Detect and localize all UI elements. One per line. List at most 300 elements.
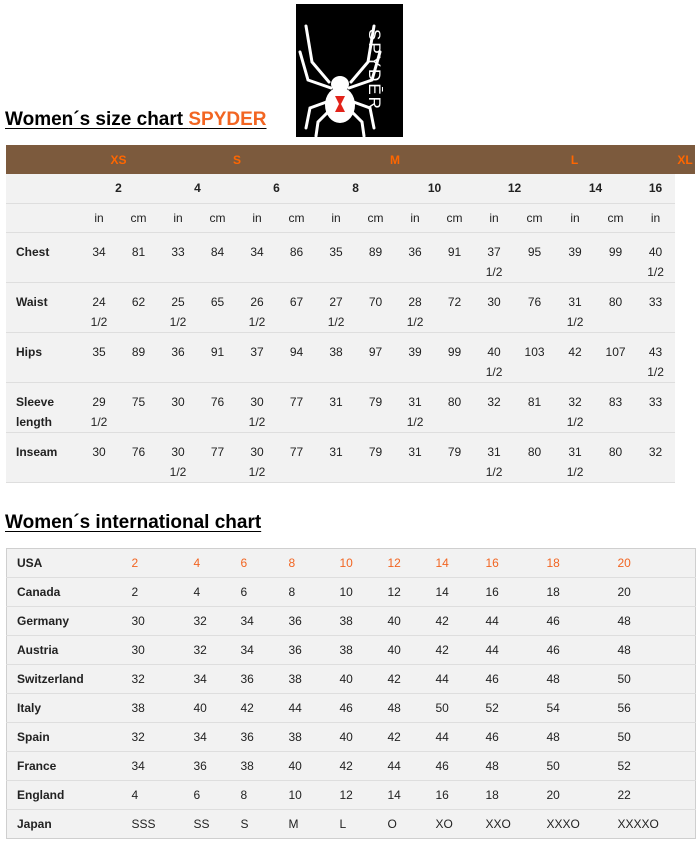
intl-country: Germany bbox=[7, 607, 132, 636]
measurement-value: 30 bbox=[92, 444, 106, 459]
intl-size-value: 42 bbox=[436, 636, 486, 665]
measurement-cell bbox=[435, 332, 474, 382]
measurement-value: 62 bbox=[131, 294, 146, 309]
measurement-cell bbox=[119, 432, 158, 482]
measurement-cell bbox=[277, 282, 316, 332]
measurement-value: 86 bbox=[289, 244, 304, 259]
measurement-cell bbox=[198, 382, 237, 432]
intl-size-value: 40 bbox=[340, 665, 388, 694]
intl-size-value: 6 bbox=[194, 781, 241, 810]
intl-size-value: 32 bbox=[132, 665, 194, 694]
measurement-value: 77 bbox=[289, 444, 304, 459]
measurement-cell bbox=[555, 232, 595, 282]
unit-label: cm bbox=[277, 203, 316, 232]
size-header-blank bbox=[6, 145, 79, 174]
measurement-cell bbox=[79, 232, 119, 282]
size-number: 16 bbox=[636, 174, 675, 203]
unit-label: cm bbox=[198, 203, 237, 232]
measurement-cell bbox=[277, 332, 316, 382]
measurement-fraction: 1/2 bbox=[406, 314, 424, 329]
intl-size-value: 10 bbox=[289, 781, 340, 810]
measurement-cell bbox=[595, 282, 636, 332]
intl-row bbox=[7, 665, 696, 694]
intl-country: Italy bbox=[7, 694, 132, 723]
measurement-fraction: 1/2 bbox=[566, 414, 584, 429]
unit-label: in bbox=[79, 203, 119, 232]
measurement-value: 99 bbox=[447, 344, 462, 359]
size-header-row bbox=[6, 145, 695, 174]
intl-size-value: 38 bbox=[241, 752, 289, 781]
measurement-value: 24 bbox=[92, 294, 106, 309]
measurement-cell bbox=[636, 382, 675, 432]
size-chart-table bbox=[6, 145, 695, 483]
measurement-cell bbox=[595, 332, 636, 382]
measurement-label: Hips bbox=[6, 332, 79, 382]
intl-size-value: 34 bbox=[194, 723, 241, 752]
measurement-fraction: 1/2 bbox=[90, 314, 108, 329]
intl-size-value: 12 bbox=[340, 781, 388, 810]
measurement-value: 31 bbox=[329, 394, 343, 409]
intl-size-value: 46 bbox=[486, 665, 547, 694]
intl-country: USA bbox=[7, 549, 132, 578]
intl-size-value: 52 bbox=[618, 752, 696, 781]
unit-label: cm bbox=[514, 203, 555, 232]
measurement-value: 79 bbox=[447, 444, 462, 459]
measurement-cell bbox=[555, 432, 595, 482]
intl-size-value: 16 bbox=[436, 781, 486, 810]
measurement-row bbox=[6, 232, 695, 282]
intl-size-value: 44 bbox=[289, 694, 340, 723]
intl-size-value: XO bbox=[436, 810, 486, 839]
intl-size-value: 40 bbox=[340, 723, 388, 752]
measurement-value: 30 bbox=[171, 394, 185, 409]
intl-size-value: 30 bbox=[132, 607, 194, 636]
measurement-cell bbox=[474, 232, 514, 282]
measurement-value: 26 bbox=[250, 294, 264, 309]
measurement-row bbox=[6, 382, 695, 432]
measurement-value: 30 bbox=[487, 294, 501, 309]
measurement-value: 79 bbox=[368, 444, 383, 459]
intl-size-value: 40 bbox=[194, 694, 241, 723]
size-label: XL bbox=[675, 145, 695, 174]
measurement-value: 80 bbox=[608, 444, 623, 459]
measurement-cell bbox=[237, 232, 277, 282]
intl-size-value: 44 bbox=[388, 752, 436, 781]
measurement-value: 77 bbox=[210, 444, 225, 459]
intl-size-value: 6 bbox=[241, 549, 289, 578]
intl-row bbox=[7, 578, 696, 607]
measurement-value: 72 bbox=[447, 294, 462, 309]
measurement-cell bbox=[237, 382, 277, 432]
measurement-value: 43 bbox=[648, 344, 663, 359]
measurement-cell bbox=[158, 232, 198, 282]
measurement-fraction: 1/2 bbox=[566, 314, 584, 329]
intl-size-value: 48 bbox=[547, 723, 618, 752]
measurement-cell bbox=[198, 282, 237, 332]
intl-size-value: 44 bbox=[436, 665, 486, 694]
unit-label: in bbox=[158, 203, 198, 232]
measurement-value: 37 bbox=[487, 244, 501, 259]
measurement-row bbox=[6, 432, 695, 482]
measurement-value: 79 bbox=[368, 394, 383, 409]
measurement-value: 103 bbox=[524, 344, 545, 359]
unit-label: cm bbox=[435, 203, 474, 232]
size-number: 4 bbox=[158, 174, 237, 203]
intl-size-value: 30 bbox=[132, 636, 194, 665]
intl-size-value: 18 bbox=[547, 549, 618, 578]
intl-size-value: 48 bbox=[547, 665, 618, 694]
measurement-cell bbox=[316, 332, 356, 382]
measurement-cell bbox=[119, 332, 158, 382]
size-number: 2 bbox=[79, 174, 158, 203]
measurement-cell bbox=[395, 332, 435, 382]
measurement-label: Inseam bbox=[6, 432, 79, 482]
measurement-cell bbox=[198, 332, 237, 382]
measurement-cell bbox=[158, 332, 198, 382]
intl-size-value: 10 bbox=[340, 578, 388, 607]
size-number: 14 bbox=[555, 174, 636, 203]
intl-size-value: 46 bbox=[547, 607, 618, 636]
intl-row bbox=[7, 752, 696, 781]
intl-size-value: 46 bbox=[436, 752, 486, 781]
measurement-cell bbox=[636, 332, 675, 382]
intl-size-value: 38 bbox=[340, 636, 388, 665]
measurement-value: 38 bbox=[329, 344, 343, 359]
measurement-value: 31 bbox=[568, 444, 582, 459]
measurement-value: 84 bbox=[210, 244, 225, 259]
size-chart-title bbox=[5, 109, 267, 131]
measurement-cell bbox=[395, 432, 435, 482]
measurement-cell bbox=[555, 332, 595, 382]
intl-country: Canada bbox=[7, 578, 132, 607]
measurement-cell bbox=[514, 232, 555, 282]
measurement-fraction: 1/2 bbox=[248, 464, 266, 479]
measurement-value: 31 bbox=[329, 444, 343, 459]
measurement-value: 31 bbox=[487, 444, 501, 459]
measurement-label: Waist bbox=[6, 282, 79, 332]
measurement-fraction: 1/2 bbox=[169, 314, 187, 329]
measurement-value: 70 bbox=[368, 294, 383, 309]
measurement-cell bbox=[514, 332, 555, 382]
size-number-row bbox=[6, 174, 695, 203]
intl-size-value: 44 bbox=[486, 636, 547, 665]
intl-size-value: 48 bbox=[388, 694, 436, 723]
measurement-cell bbox=[474, 432, 514, 482]
size-number-blank bbox=[6, 174, 79, 203]
measurement-value: 80 bbox=[527, 444, 542, 459]
intl-size-value: 32 bbox=[194, 636, 241, 665]
measurement-cell bbox=[198, 232, 237, 282]
size-label: L bbox=[474, 145, 675, 174]
unit-label: in bbox=[474, 203, 514, 232]
measurement-cell bbox=[119, 282, 158, 332]
measurement-fraction: 1/2 bbox=[248, 414, 266, 429]
measurement-value: 42 bbox=[568, 344, 582, 359]
intl-chart-title: Women´s international chart bbox=[5, 512, 262, 533]
intl-size-value: 46 bbox=[547, 636, 618, 665]
measurement-value: 91 bbox=[447, 244, 462, 259]
measurement-fraction: 1/2 bbox=[169, 464, 187, 479]
measurement-cell bbox=[435, 282, 474, 332]
measurement-value: 65 bbox=[210, 294, 225, 309]
size-number: 12 bbox=[474, 174, 555, 203]
measurement-value: 25 bbox=[171, 294, 185, 309]
measurement-value: 35 bbox=[92, 344, 106, 359]
spyder-logo bbox=[296, 4, 403, 137]
measurement-value: 36 bbox=[408, 244, 422, 259]
measurement-row bbox=[6, 282, 695, 332]
measurement-cell bbox=[474, 282, 514, 332]
measurement-value: 99 bbox=[608, 244, 623, 259]
intl-size-value: 48 bbox=[618, 607, 696, 636]
intl-size-value: 8 bbox=[289, 578, 340, 607]
intl-size-value: 32 bbox=[132, 723, 194, 752]
size-number: 8 bbox=[316, 174, 395, 203]
measurement-cell bbox=[555, 382, 595, 432]
measurement-cell bbox=[79, 432, 119, 482]
intl-size-value: 16 bbox=[486, 578, 547, 607]
measurement-value: 30 bbox=[250, 444, 264, 459]
measurement-value: 91 bbox=[210, 344, 225, 359]
measurement-fraction: 1/2 bbox=[647, 264, 664, 279]
size-label: M bbox=[316, 145, 474, 174]
intl-size-value: 18 bbox=[486, 781, 547, 810]
measurement-cell bbox=[435, 382, 474, 432]
measurement-cell bbox=[237, 332, 277, 382]
measurement-cell bbox=[514, 382, 555, 432]
intl-size-value: O bbox=[388, 810, 436, 839]
intl-size-value: 18 bbox=[547, 578, 618, 607]
measurement-fraction: 1/2 bbox=[248, 314, 266, 329]
intl-size-value: 4 bbox=[194, 549, 241, 578]
intl-size-value: 42 bbox=[388, 723, 436, 752]
intl-size-value: 2 bbox=[132, 578, 194, 607]
intl-size-value: 4 bbox=[194, 578, 241, 607]
measurement-cell bbox=[595, 432, 636, 482]
intl-size-value: 48 bbox=[486, 752, 547, 781]
measurement-cell bbox=[636, 432, 675, 482]
intl-size-value: SS bbox=[194, 810, 241, 839]
measurement-value: 29 bbox=[92, 394, 106, 409]
measurement-cell bbox=[237, 432, 277, 482]
measurement-label: Sleeve length bbox=[6, 382, 79, 432]
measurement-fraction: 1/2 bbox=[566, 464, 584, 479]
measurement-label: Chest bbox=[6, 232, 79, 282]
measurement-value: 80 bbox=[608, 294, 623, 309]
measurement-value: 94 bbox=[289, 344, 304, 359]
intl-row bbox=[7, 549, 696, 578]
measurement-cell bbox=[277, 382, 316, 432]
intl-size-value: 38 bbox=[289, 665, 340, 694]
measurement-value: 76 bbox=[131, 444, 146, 459]
intl-size-value: 36 bbox=[289, 636, 340, 665]
measurement-cell bbox=[356, 432, 395, 482]
measurement-cell bbox=[316, 382, 356, 432]
measurement-value: 33 bbox=[648, 394, 663, 409]
measurement-cell bbox=[395, 282, 435, 332]
measurement-value: 27 bbox=[329, 294, 343, 309]
intl-size-value: 40 bbox=[289, 752, 340, 781]
measurement-cell bbox=[636, 282, 675, 332]
intl-size-value: XXXO bbox=[547, 810, 618, 839]
measurement-cell bbox=[595, 382, 636, 432]
size-number: 6 bbox=[237, 174, 316, 203]
measurement-value: 30 bbox=[250, 394, 264, 409]
intl-size-value: 20 bbox=[618, 549, 696, 578]
intl-size-value: 14 bbox=[436, 578, 486, 607]
measurement-value: 89 bbox=[131, 344, 146, 359]
intl-size-value: 38 bbox=[289, 723, 340, 752]
measurement-value: 97 bbox=[368, 344, 383, 359]
intl-size-value: 44 bbox=[486, 607, 547, 636]
intl-country: Switzerland bbox=[7, 665, 132, 694]
intl-size-value: 36 bbox=[241, 665, 289, 694]
measurement-value: 76 bbox=[210, 394, 225, 409]
measurement-cell bbox=[277, 232, 316, 282]
intl-size-value: 12 bbox=[388, 578, 436, 607]
intl-size-value: 54 bbox=[547, 694, 618, 723]
measurement-cell bbox=[316, 432, 356, 482]
intl-size-value: 12 bbox=[388, 549, 436, 578]
measurement-value: 31 bbox=[408, 394, 422, 409]
intl-size-value: 50 bbox=[547, 752, 618, 781]
measurement-value: 81 bbox=[527, 394, 542, 409]
intl-country: France bbox=[7, 752, 132, 781]
intl-row bbox=[7, 723, 696, 752]
measurement-value: 67 bbox=[289, 294, 304, 309]
intl-row bbox=[7, 781, 696, 810]
measurement-cell bbox=[79, 382, 119, 432]
measurement-cell bbox=[119, 232, 158, 282]
intl-size-value: XXXXO bbox=[618, 810, 696, 839]
measurement-value: 77 bbox=[289, 394, 304, 409]
measurement-value: 81 bbox=[131, 244, 146, 259]
measurement-value: 30 bbox=[171, 444, 185, 459]
size-label: XS bbox=[79, 145, 158, 174]
measurement-value: 36 bbox=[171, 344, 185, 359]
measurement-cell bbox=[198, 432, 237, 482]
unit-label: cm bbox=[119, 203, 158, 232]
intl-row bbox=[7, 636, 696, 665]
spider-icon bbox=[296, 4, 403, 137]
intl-size-value: M bbox=[289, 810, 340, 839]
unit-blank bbox=[6, 203, 79, 232]
intl-size-value: 10 bbox=[340, 549, 388, 578]
intl-size-value: S bbox=[241, 810, 289, 839]
intl-size-value: 16 bbox=[486, 549, 547, 578]
measurement-value: 34 bbox=[92, 244, 106, 259]
measurement-cell bbox=[395, 232, 435, 282]
intl-size-value: 20 bbox=[618, 578, 696, 607]
intl-size-value: 34 bbox=[241, 607, 289, 636]
intl-size-value: 46 bbox=[486, 723, 547, 752]
measurement-fraction: 1/2 bbox=[647, 364, 664, 379]
measurement-value: 40 bbox=[648, 244, 663, 259]
intl-row bbox=[7, 607, 696, 636]
measurement-cell bbox=[435, 232, 474, 282]
measurement-cell bbox=[316, 232, 356, 282]
measurement-fraction: 1/2 bbox=[485, 364, 503, 379]
measurement-cell bbox=[237, 282, 277, 332]
measurement-cell bbox=[514, 432, 555, 482]
measurement-cell bbox=[158, 382, 198, 432]
intl-size-value: 8 bbox=[241, 781, 289, 810]
measurement-value: 32 bbox=[648, 444, 663, 459]
measurement-fraction: 1/2 bbox=[485, 264, 503, 279]
measurement-cell bbox=[158, 282, 198, 332]
measurement-cell bbox=[356, 282, 395, 332]
measurement-cell bbox=[316, 282, 356, 332]
intl-size-value: 32 bbox=[194, 607, 241, 636]
measurement-cell bbox=[79, 282, 119, 332]
intl-size-value: 34 bbox=[194, 665, 241, 694]
measurement-value: 33 bbox=[171, 244, 185, 259]
intl-size-value: 50 bbox=[618, 723, 696, 752]
measurement-value: 32 bbox=[568, 394, 582, 409]
measurement-cell bbox=[79, 332, 119, 382]
measurement-fraction: 1/2 bbox=[485, 464, 503, 479]
unit-label: cm bbox=[595, 203, 636, 232]
measurement-value: 31 bbox=[408, 444, 422, 459]
measurement-value: 75 bbox=[131, 394, 146, 409]
intl-size-value: 48 bbox=[618, 636, 696, 665]
measurement-value: 28 bbox=[408, 294, 422, 309]
size-chart-title-brand: SPYDER bbox=[188, 109, 267, 130]
intl-country: Spain bbox=[7, 723, 132, 752]
intl-row bbox=[7, 810, 696, 839]
measurement-value: 31 bbox=[568, 294, 582, 309]
intl-size-value: SSS bbox=[132, 810, 194, 839]
intl-size-value: 56 bbox=[618, 694, 696, 723]
measurement-cell bbox=[395, 382, 435, 432]
intl-size-value: 34 bbox=[241, 636, 289, 665]
intl-size-value: 40 bbox=[388, 607, 436, 636]
measurement-value: 107 bbox=[605, 344, 626, 359]
unit-label: in bbox=[316, 203, 356, 232]
intl-size-value: 42 bbox=[388, 665, 436, 694]
unit-label: in bbox=[636, 203, 675, 232]
measurement-row bbox=[6, 332, 695, 382]
size-chart-title-text: Women´s size chart bbox=[5, 109, 189, 130]
measurement-cell bbox=[356, 332, 395, 382]
measurement-cell bbox=[636, 232, 675, 282]
measurement-rows bbox=[6, 232, 695, 482]
intl-size-value: 50 bbox=[618, 665, 696, 694]
measurement-cell bbox=[158, 432, 198, 482]
measurement-fraction: 1/2 bbox=[327, 314, 345, 329]
unit-label: in bbox=[237, 203, 277, 232]
intl-size-value: 14 bbox=[388, 781, 436, 810]
measurement-cell bbox=[277, 432, 316, 482]
intl-size-value: 2 bbox=[132, 549, 194, 578]
measurement-value: 80 bbox=[447, 394, 462, 409]
measurement-value: 33 bbox=[648, 294, 663, 309]
intl-size-value: 6 bbox=[241, 578, 289, 607]
intl-size-value: 8 bbox=[289, 549, 340, 578]
intl-size-value: 42 bbox=[340, 752, 388, 781]
intl-size-value: 34 bbox=[132, 752, 194, 781]
measurement-value: 37 bbox=[250, 344, 264, 359]
intl-country: Japan bbox=[7, 810, 132, 839]
measurement-cell bbox=[356, 232, 395, 282]
unit-label: cm bbox=[356, 203, 395, 232]
intl-size-value: L bbox=[340, 810, 388, 839]
intl-size-value: 38 bbox=[132, 694, 194, 723]
intl-size-value: 50 bbox=[436, 694, 486, 723]
measurement-value: 34 bbox=[250, 244, 264, 259]
intl-size-value: 42 bbox=[436, 607, 486, 636]
intl-size-value: XXO bbox=[486, 810, 547, 839]
